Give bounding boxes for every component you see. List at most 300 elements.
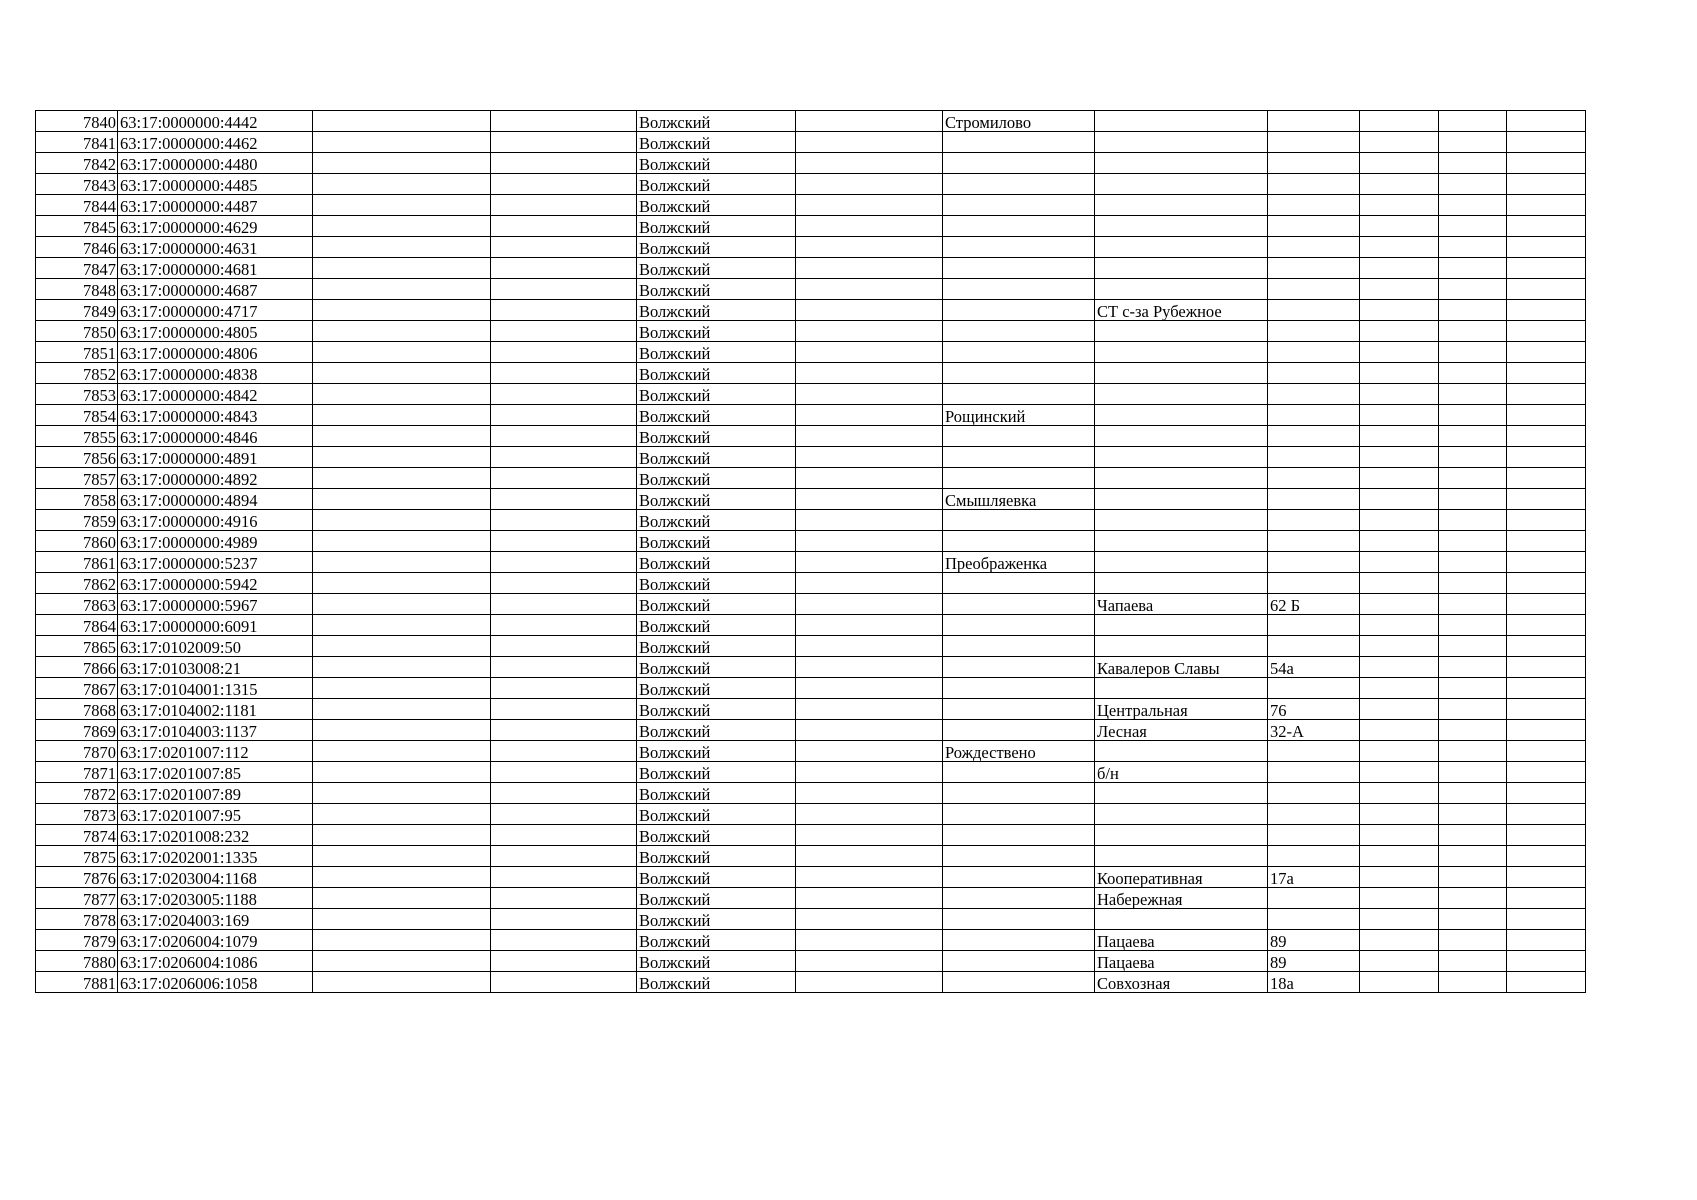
cell-house bbox=[1268, 132, 1360, 153]
cell-settlement bbox=[943, 951, 1095, 972]
cell-num: 7863 bbox=[36, 594, 118, 615]
cell-street bbox=[1095, 846, 1268, 867]
cell-c11 bbox=[1439, 657, 1507, 678]
cell-num: 7841 bbox=[36, 132, 118, 153]
cell-settlement bbox=[943, 279, 1095, 300]
cell-settlement bbox=[943, 615, 1095, 636]
cell-c12 bbox=[1507, 804, 1586, 825]
cell-district: Волжский bbox=[637, 174, 796, 195]
cell-cadastral: 63:17:0201007:95 bbox=[118, 804, 313, 825]
cell-c6 bbox=[796, 384, 943, 405]
cell-num: 7862 bbox=[36, 573, 118, 594]
table-row bbox=[36, 762, 1586, 783]
cell-c10 bbox=[1360, 468, 1439, 489]
cell-c12 bbox=[1507, 153, 1586, 174]
cell-district: Волжский bbox=[637, 804, 796, 825]
cell-district: Волжский bbox=[637, 153, 796, 174]
cell-num: 7861 bbox=[36, 552, 118, 573]
cell-c3 bbox=[313, 132, 491, 153]
cell-cadastral: 63:17:0103008:21 bbox=[118, 657, 313, 678]
cell-c6 bbox=[796, 573, 943, 594]
table-row bbox=[36, 510, 1586, 531]
cell-district: Волжский bbox=[637, 195, 796, 216]
cell-cadastral: 63:17:0000000:4485 bbox=[118, 174, 313, 195]
cell-c10 bbox=[1360, 657, 1439, 678]
cell-c4 bbox=[491, 762, 637, 783]
cell-c6 bbox=[796, 972, 943, 993]
cell-house bbox=[1268, 825, 1360, 846]
cell-cadastral: 63:17:0000000:4842 bbox=[118, 384, 313, 405]
cell-c10 bbox=[1360, 405, 1439, 426]
cell-house bbox=[1268, 510, 1360, 531]
cell-c12 bbox=[1507, 321, 1586, 342]
cell-c4 bbox=[491, 594, 637, 615]
cell-c3 bbox=[313, 342, 491, 363]
cell-c10 bbox=[1360, 363, 1439, 384]
cell-c6 bbox=[796, 321, 943, 342]
cell-c11 bbox=[1439, 216, 1507, 237]
cell-c10 bbox=[1360, 132, 1439, 153]
cell-c12 bbox=[1507, 720, 1586, 741]
cell-c3 bbox=[313, 468, 491, 489]
table-row bbox=[36, 951, 1586, 972]
cell-c11 bbox=[1439, 447, 1507, 468]
table-row bbox=[36, 531, 1586, 552]
cell-c11 bbox=[1439, 132, 1507, 153]
cell-cadastral: 63:17:0000000:4462 bbox=[118, 132, 313, 153]
table-row bbox=[36, 426, 1586, 447]
cell-num: 7870 bbox=[36, 741, 118, 762]
cell-c6 bbox=[796, 132, 943, 153]
table-row bbox=[36, 342, 1586, 363]
cell-c12 bbox=[1507, 594, 1586, 615]
cell-settlement bbox=[943, 321, 1095, 342]
cell-settlement bbox=[943, 531, 1095, 552]
cell-street: Пацаева bbox=[1095, 930, 1268, 951]
cell-c3 bbox=[313, 384, 491, 405]
cell-settlement bbox=[943, 342, 1095, 363]
cell-c10 bbox=[1360, 111, 1439, 132]
cell-c4 bbox=[491, 867, 637, 888]
cell-c10 bbox=[1360, 426, 1439, 447]
cell-street: б/н bbox=[1095, 762, 1268, 783]
cell-street bbox=[1095, 132, 1268, 153]
cell-district: Волжский bbox=[637, 132, 796, 153]
cell-house bbox=[1268, 636, 1360, 657]
cell-c12 bbox=[1507, 195, 1586, 216]
cell-c12 bbox=[1507, 846, 1586, 867]
cell-house bbox=[1268, 447, 1360, 468]
cell-district: Волжский bbox=[637, 636, 796, 657]
cell-c3 bbox=[313, 972, 491, 993]
cell-c10 bbox=[1360, 720, 1439, 741]
cell-c10 bbox=[1360, 531, 1439, 552]
cell-cadastral: 63:17:0000000:4894 bbox=[118, 489, 313, 510]
table-row bbox=[36, 132, 1586, 153]
cell-district: Волжский bbox=[637, 237, 796, 258]
cell-settlement bbox=[943, 783, 1095, 804]
cell-c4 bbox=[491, 825, 637, 846]
cell-cadastral: 63:17:0000000:4442 bbox=[118, 111, 313, 132]
cell-c10 bbox=[1360, 825, 1439, 846]
cell-c10 bbox=[1360, 237, 1439, 258]
cell-house bbox=[1268, 468, 1360, 489]
cell-street: Совхозная bbox=[1095, 972, 1268, 993]
cell-c10 bbox=[1360, 195, 1439, 216]
cell-c4 bbox=[491, 279, 637, 300]
cell-house bbox=[1268, 300, 1360, 321]
cell-settlement bbox=[943, 153, 1095, 174]
cell-c3 bbox=[313, 510, 491, 531]
table-body bbox=[36, 111, 1586, 993]
cell-district: Волжский bbox=[637, 720, 796, 741]
cell-c3 bbox=[313, 216, 491, 237]
cell-street bbox=[1095, 111, 1268, 132]
cell-c4 bbox=[491, 384, 637, 405]
cell-c6 bbox=[796, 195, 943, 216]
cell-street: Набережная bbox=[1095, 888, 1268, 909]
cell-c10 bbox=[1360, 510, 1439, 531]
cell-c11 bbox=[1439, 615, 1507, 636]
cell-district: Волжский bbox=[637, 573, 796, 594]
cell-settlement bbox=[943, 657, 1095, 678]
cell-district: Волжский bbox=[637, 552, 796, 573]
cell-settlement: Преображенка bbox=[943, 552, 1095, 573]
cell-c12 bbox=[1507, 174, 1586, 195]
cell-street: Пацаева bbox=[1095, 951, 1268, 972]
table-row bbox=[36, 930, 1586, 951]
cell-c3 bbox=[313, 552, 491, 573]
cell-c3 bbox=[313, 174, 491, 195]
cell-c6 bbox=[796, 783, 943, 804]
table-row bbox=[36, 300, 1586, 321]
cell-num: 7864 bbox=[36, 615, 118, 636]
cell-c6 bbox=[796, 846, 943, 867]
cell-c6 bbox=[796, 510, 943, 531]
cell-c11 bbox=[1439, 552, 1507, 573]
cell-c3 bbox=[313, 531, 491, 552]
cell-settlement: Рождествено bbox=[943, 741, 1095, 762]
cell-c6 bbox=[796, 258, 943, 279]
cell-c10 bbox=[1360, 447, 1439, 468]
cell-c3 bbox=[313, 447, 491, 468]
cell-c11 bbox=[1439, 342, 1507, 363]
cell-district: Волжский bbox=[637, 321, 796, 342]
cell-c10 bbox=[1360, 909, 1439, 930]
cell-settlement bbox=[943, 909, 1095, 930]
cell-c11 bbox=[1439, 951, 1507, 972]
cell-c12 bbox=[1507, 573, 1586, 594]
cell-c6 bbox=[796, 426, 943, 447]
cell-num: 7853 bbox=[36, 384, 118, 405]
cell-street: Кооперативная bbox=[1095, 867, 1268, 888]
cell-street bbox=[1095, 237, 1268, 258]
cell-c12 bbox=[1507, 867, 1586, 888]
cell-settlement bbox=[943, 804, 1095, 825]
cell-num: 7849 bbox=[36, 300, 118, 321]
table-row bbox=[36, 804, 1586, 825]
cell-cadastral: 63:17:0206004:1086 bbox=[118, 951, 313, 972]
cell-c12 bbox=[1507, 699, 1586, 720]
cell-c12 bbox=[1507, 279, 1586, 300]
cell-c4 bbox=[491, 678, 637, 699]
cell-house: 17а bbox=[1268, 867, 1360, 888]
cell-c10 bbox=[1360, 972, 1439, 993]
cell-c11 bbox=[1439, 867, 1507, 888]
cell-cadastral: 63:17:0104002:1181 bbox=[118, 699, 313, 720]
cell-settlement bbox=[943, 720, 1095, 741]
cell-c3 bbox=[313, 846, 491, 867]
cell-street bbox=[1095, 636, 1268, 657]
cell-c10 bbox=[1360, 279, 1439, 300]
cell-c4 bbox=[491, 888, 637, 909]
cell-district: Волжский bbox=[637, 447, 796, 468]
cell-house: 18а bbox=[1268, 972, 1360, 993]
cell-c12 bbox=[1507, 888, 1586, 909]
cell-c6 bbox=[796, 342, 943, 363]
cell-c12 bbox=[1507, 909, 1586, 930]
cell-cadastral: 63:17:0104003:1137 bbox=[118, 720, 313, 741]
cell-c11 bbox=[1439, 594, 1507, 615]
cell-c3 bbox=[313, 867, 491, 888]
cell-street bbox=[1095, 279, 1268, 300]
cell-cadastral: 63:17:0000000:4480 bbox=[118, 153, 313, 174]
cell-settlement bbox=[943, 447, 1095, 468]
cell-district: Волжский bbox=[637, 972, 796, 993]
cell-c6 bbox=[796, 636, 943, 657]
cell-house: 32-А bbox=[1268, 720, 1360, 741]
table-row bbox=[36, 783, 1586, 804]
cell-c12 bbox=[1507, 636, 1586, 657]
cell-c12 bbox=[1507, 111, 1586, 132]
cell-num: 7840 bbox=[36, 111, 118, 132]
cadastral-register-table bbox=[35, 110, 1586, 993]
cell-c4 bbox=[491, 699, 637, 720]
cell-c12 bbox=[1507, 531, 1586, 552]
cell-street bbox=[1095, 468, 1268, 489]
cell-num: 7868 bbox=[36, 699, 118, 720]
cell-district: Волжский bbox=[637, 678, 796, 699]
cell-district: Волжский bbox=[637, 300, 796, 321]
cell-c3 bbox=[313, 951, 491, 972]
cell-settlement bbox=[943, 216, 1095, 237]
cell-c12 bbox=[1507, 552, 1586, 573]
cell-num: 7874 bbox=[36, 825, 118, 846]
cell-c4 bbox=[491, 951, 637, 972]
cell-house bbox=[1268, 531, 1360, 552]
cell-c12 bbox=[1507, 825, 1586, 846]
cell-num: 7871 bbox=[36, 762, 118, 783]
cell-district: Волжский bbox=[637, 783, 796, 804]
cell-house bbox=[1268, 888, 1360, 909]
cell-c6 bbox=[796, 489, 943, 510]
cell-num: 7860 bbox=[36, 531, 118, 552]
cell-num: 7876 bbox=[36, 867, 118, 888]
table-row bbox=[36, 636, 1586, 657]
cell-c4 bbox=[491, 405, 637, 426]
cell-district: Волжский bbox=[637, 531, 796, 552]
cell-c3 bbox=[313, 363, 491, 384]
table-row bbox=[36, 216, 1586, 237]
cell-cadastral: 63:17:0102009:50 bbox=[118, 636, 313, 657]
cell-c12 bbox=[1507, 447, 1586, 468]
cell-district: Волжский bbox=[637, 846, 796, 867]
cell-c4 bbox=[491, 195, 637, 216]
cell-c3 bbox=[313, 594, 491, 615]
cell-c4 bbox=[491, 741, 637, 762]
cell-cadastral: 63:17:0000000:4846 bbox=[118, 426, 313, 447]
cell-c11 bbox=[1439, 741, 1507, 762]
cell-house bbox=[1268, 174, 1360, 195]
cell-c10 bbox=[1360, 867, 1439, 888]
cell-num: 7852 bbox=[36, 363, 118, 384]
cell-district: Волжский bbox=[637, 489, 796, 510]
cell-cadastral: 63:17:0201007:85 bbox=[118, 762, 313, 783]
cell-cadastral: 63:17:0206006:1058 bbox=[118, 972, 313, 993]
table-row bbox=[36, 447, 1586, 468]
cell-settlement bbox=[943, 636, 1095, 657]
cell-c3 bbox=[313, 678, 491, 699]
cell-num: 7859 bbox=[36, 510, 118, 531]
table-row bbox=[36, 279, 1586, 300]
cell-settlement bbox=[943, 426, 1095, 447]
cell-c4 bbox=[491, 216, 637, 237]
table-row bbox=[36, 258, 1586, 279]
table-row bbox=[36, 174, 1586, 195]
cell-street bbox=[1095, 825, 1268, 846]
cell-district: Волжский bbox=[637, 825, 796, 846]
cell-cadastral: 63:17:0000000:4892 bbox=[118, 468, 313, 489]
cell-c3 bbox=[313, 426, 491, 447]
cell-house: 54а bbox=[1268, 657, 1360, 678]
table-row bbox=[36, 321, 1586, 342]
cell-district: Волжский bbox=[637, 363, 796, 384]
cell-settlement bbox=[943, 300, 1095, 321]
cell-c3 bbox=[313, 699, 491, 720]
cell-c6 bbox=[796, 552, 943, 573]
cell-c3 bbox=[313, 258, 491, 279]
cell-settlement bbox=[943, 930, 1095, 951]
cell-c3 bbox=[313, 195, 491, 216]
cell-district: Волжский bbox=[637, 699, 796, 720]
cell-house bbox=[1268, 321, 1360, 342]
cell-c10 bbox=[1360, 258, 1439, 279]
cell-c11 bbox=[1439, 279, 1507, 300]
cell-c3 bbox=[313, 804, 491, 825]
cell-street bbox=[1095, 384, 1268, 405]
cell-house bbox=[1268, 678, 1360, 699]
cell-settlement bbox=[943, 258, 1095, 279]
cell-cadastral: 63:17:0000000:4631 bbox=[118, 237, 313, 258]
cell-c12 bbox=[1507, 132, 1586, 153]
cell-c11 bbox=[1439, 111, 1507, 132]
cell-c4 bbox=[491, 237, 637, 258]
cell-house bbox=[1268, 573, 1360, 594]
cell-district: Волжский bbox=[637, 867, 796, 888]
cell-num: 7869 bbox=[36, 720, 118, 741]
cell-settlement bbox=[943, 678, 1095, 699]
cell-house bbox=[1268, 342, 1360, 363]
table-row bbox=[36, 363, 1586, 384]
cell-c10 bbox=[1360, 300, 1439, 321]
cell-c11 bbox=[1439, 321, 1507, 342]
cell-c6 bbox=[796, 363, 943, 384]
cell-house: 76 bbox=[1268, 699, 1360, 720]
cell-num: 7851 bbox=[36, 342, 118, 363]
cell-c10 bbox=[1360, 321, 1439, 342]
cell-settlement bbox=[943, 699, 1095, 720]
cell-num: 7878 bbox=[36, 909, 118, 930]
table-row bbox=[36, 972, 1586, 993]
cell-c4 bbox=[491, 342, 637, 363]
cell-c4 bbox=[491, 720, 637, 741]
cell-c12 bbox=[1507, 384, 1586, 405]
cell-c4 bbox=[491, 615, 637, 636]
cell-settlement: Рощинский bbox=[943, 405, 1095, 426]
table-row bbox=[36, 741, 1586, 762]
cell-c11 bbox=[1439, 762, 1507, 783]
cell-c11 bbox=[1439, 531, 1507, 552]
cell-c4 bbox=[491, 489, 637, 510]
cell-c10 bbox=[1360, 573, 1439, 594]
cell-street bbox=[1095, 510, 1268, 531]
cell-c3 bbox=[313, 909, 491, 930]
cell-settlement bbox=[943, 888, 1095, 909]
cell-c3 bbox=[313, 720, 491, 741]
cell-c6 bbox=[796, 888, 943, 909]
table-row bbox=[36, 405, 1586, 426]
cell-num: 7843 bbox=[36, 174, 118, 195]
table-row bbox=[36, 909, 1586, 930]
cell-house bbox=[1268, 111, 1360, 132]
table-row bbox=[36, 153, 1586, 174]
cell-street bbox=[1095, 783, 1268, 804]
cell-cadastral: 63:17:0000000:4843 bbox=[118, 405, 313, 426]
cell-c10 bbox=[1360, 174, 1439, 195]
cell-c6 bbox=[796, 237, 943, 258]
cell-c4 bbox=[491, 321, 637, 342]
cell-num: 7857 bbox=[36, 468, 118, 489]
table-row bbox=[36, 846, 1586, 867]
cell-district: Волжский bbox=[637, 342, 796, 363]
cell-street bbox=[1095, 909, 1268, 930]
cell-settlement bbox=[943, 594, 1095, 615]
cell-house bbox=[1268, 195, 1360, 216]
cell-c10 bbox=[1360, 489, 1439, 510]
cell-street bbox=[1095, 363, 1268, 384]
cell-street: Центральная bbox=[1095, 699, 1268, 720]
cell-cadastral: 63:17:0000000:4629 bbox=[118, 216, 313, 237]
cell-c3 bbox=[313, 741, 491, 762]
cell-c11 bbox=[1439, 846, 1507, 867]
cell-cadastral: 63:17:0104001:1315 bbox=[118, 678, 313, 699]
cell-c11 bbox=[1439, 300, 1507, 321]
cell-num: 7856 bbox=[36, 447, 118, 468]
cell-c4 bbox=[491, 300, 637, 321]
cell-num: 7855 bbox=[36, 426, 118, 447]
cell-c11 bbox=[1439, 678, 1507, 699]
cell-c4 bbox=[491, 846, 637, 867]
cell-c10 bbox=[1360, 636, 1439, 657]
cell-num: 7844 bbox=[36, 195, 118, 216]
cell-c11 bbox=[1439, 489, 1507, 510]
cell-c6 bbox=[796, 699, 943, 720]
cell-street bbox=[1095, 489, 1268, 510]
cell-cadastral: 63:17:0203004:1168 bbox=[118, 867, 313, 888]
cell-c11 bbox=[1439, 909, 1507, 930]
cell-c10 bbox=[1360, 804, 1439, 825]
cell-c4 bbox=[491, 804, 637, 825]
